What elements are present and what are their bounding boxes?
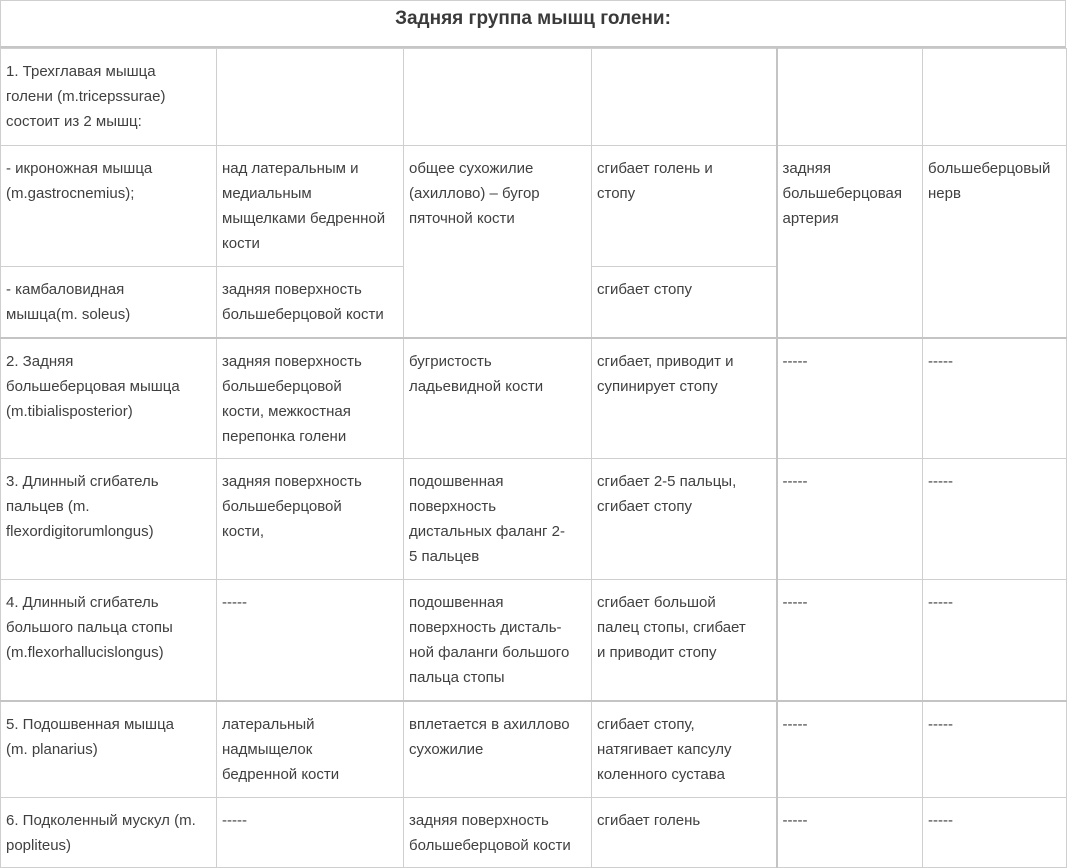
muscle-name-cell: 1. Трехглавая мышца голени (m.tricepssurae) состоит из 2 мышц: — [1, 49, 217, 146]
insertion-cell: общее сухожилие (ахиллово) – бугор пяточной кости — [404, 146, 592, 338]
origin-cell: над латеральным и медиальным мыщелками бедренной кости — [217, 146, 404, 267]
artery-cell: ----- — [777, 580, 923, 701]
insertion-cell: бугристость ладьевидной кости — [404, 338, 592, 459]
function-cell: сгибает большой палец стопы, сгибает и приводит стопу — [592, 580, 777, 701]
function-cell — [592, 49, 777, 146]
nerve-cell: ----- — [923, 701, 1067, 798]
muscles-table — [0, 48, 1067, 868]
origin-cell: ----- — [217, 580, 404, 701]
origin-cell: латеральный надмыщелок бедренной кости — [217, 701, 404, 798]
function-cell: сгибает 2-5 пальцы, сгибает стопу — [592, 459, 777, 580]
artery-cell: ----- — [777, 798, 923, 868]
nerve-cell: ----- — [923, 338, 1067, 459]
artery-cell: ----- — [777, 338, 923, 459]
insertion-cell: подошвенная поверхность дисталь- ной фаланги большого пальца стопы — [404, 580, 592, 701]
muscle-name-cell: 3. Длинный сгибатель пальцев (m. flexordigitorumlongus) — [1, 459, 217, 580]
table-row — [1, 701, 1067, 798]
table-row — [1, 459, 1067, 580]
nerve-cell: ----- — [923, 580, 1067, 701]
muscle-name-cell: - камбаловидная мышца(m. soleus) — [1, 267, 217, 338]
muscle-name-cell: - икроножная мышца (m.gastrocnemius); — [1, 146, 217, 267]
table-row — [1, 146, 1067, 267]
insertion-cell — [404, 49, 592, 146]
table-title: Задняя группа мышц голени: — [0, 0, 1066, 48]
nerve-cell — [923, 49, 1067, 146]
artery-cell: ----- — [777, 459, 923, 580]
function-cell: сгибает стопу — [592, 267, 777, 338]
origin-cell: ----- — [217, 798, 404, 868]
artery-cell — [777, 49, 923, 146]
origin-cell: задняя поверхность большеберцовой кости, — [217, 459, 404, 580]
table-row — [1, 798, 1067, 868]
function-cell: сгибает голень — [592, 798, 777, 868]
muscle-name-cell: 4. Длинный сгибатель большого пальца стопы (m.flexorhallucislongus) — [1, 580, 217, 701]
insertion-cell: вплетается в ахиллово сухожилие — [404, 701, 592, 798]
nerve-cell: большеберцовый нерв — [923, 146, 1067, 338]
muscle-name-cell: 5. Подошвенная мышца (m. planarius) — [1, 701, 217, 798]
nerve-cell: ----- — [923, 459, 1067, 580]
muscle-name-cell: 6. Подколенный мускул (m. popliteus) — [1, 798, 217, 868]
origin-cell: задняя поверхность большеберцовой кости, межкостная перепонка голени — [217, 338, 404, 459]
muscle-name-cell: 2. Задняя большеберцовая мышца (m.tibialisposterior) — [1, 338, 217, 459]
function-cell: сгибает голень и стопу — [592, 146, 777, 267]
table-row — [1, 49, 1067, 146]
artery-cell: задняя большеберцовая артерия — [777, 146, 923, 338]
table-row — [1, 580, 1067, 701]
nerve-cell: ----- — [923, 798, 1067, 868]
table-row — [1, 338, 1067, 459]
origin-cell — [217, 49, 404, 146]
insertion-cell: задняя поверхность большеберцовой кости — [404, 798, 592, 868]
insertion-cell: подошвенная поверхность дистальных фаланг 2- 5 пальцев — [404, 459, 592, 580]
function-cell: сгибает, приводит и супинирует стопу — [592, 338, 777, 459]
artery-cell: ----- — [777, 701, 923, 798]
function-cell: сгибает стопу, натягивает капсулу коленного сустава — [592, 701, 777, 798]
origin-cell: задняя поверхность большеберцовой кости — [217, 267, 404, 338]
